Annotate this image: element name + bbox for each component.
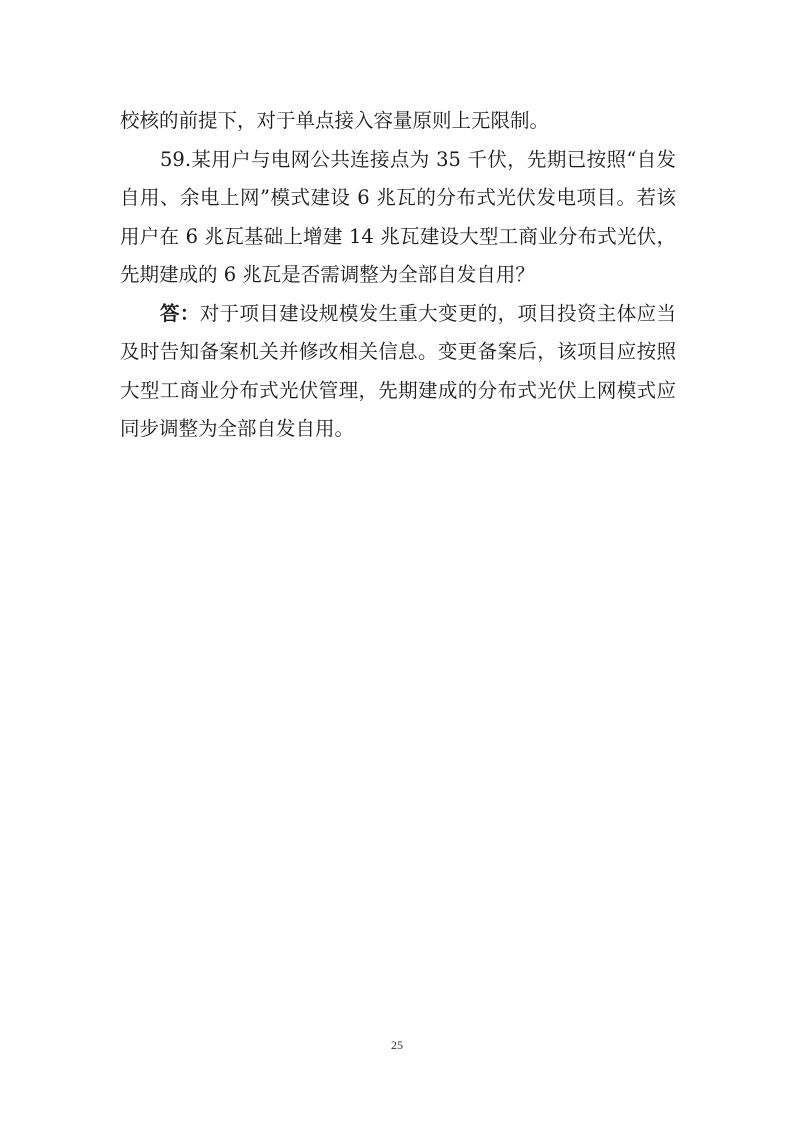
answer-paragraph [120,295,676,449]
answer-text: 对于项目建设规模发生重大变更的，项目投资主体应当及时告知备案机关并修改相关信息。变更备案后，该项目应按照大型工商业分布式光伏管理，先期建成的分布式光伏上网模式应同步调整为全部自发自用。 [120,301,676,440]
page-number: 25 [391,1038,403,1052]
answer-label: 答： [160,301,200,325]
question-paragraph: 59.某用户与电网公共连接点为 35 千伏，先期已按照“自发自用、余电上网”模式建设 6 兆瓦的分布式光伏发电项目。若该用户在 6 兆瓦基础上增建 14 兆瓦建设大型工商业分布式光伏，先期建成的 6 兆瓦是否需调整为全部自发自用？ [120,147,676,286]
continuation-paragraph: 校核的前提下，对于单点接入容量原则上无限制。 [120,109,550,132]
page-content [120,102,676,449]
